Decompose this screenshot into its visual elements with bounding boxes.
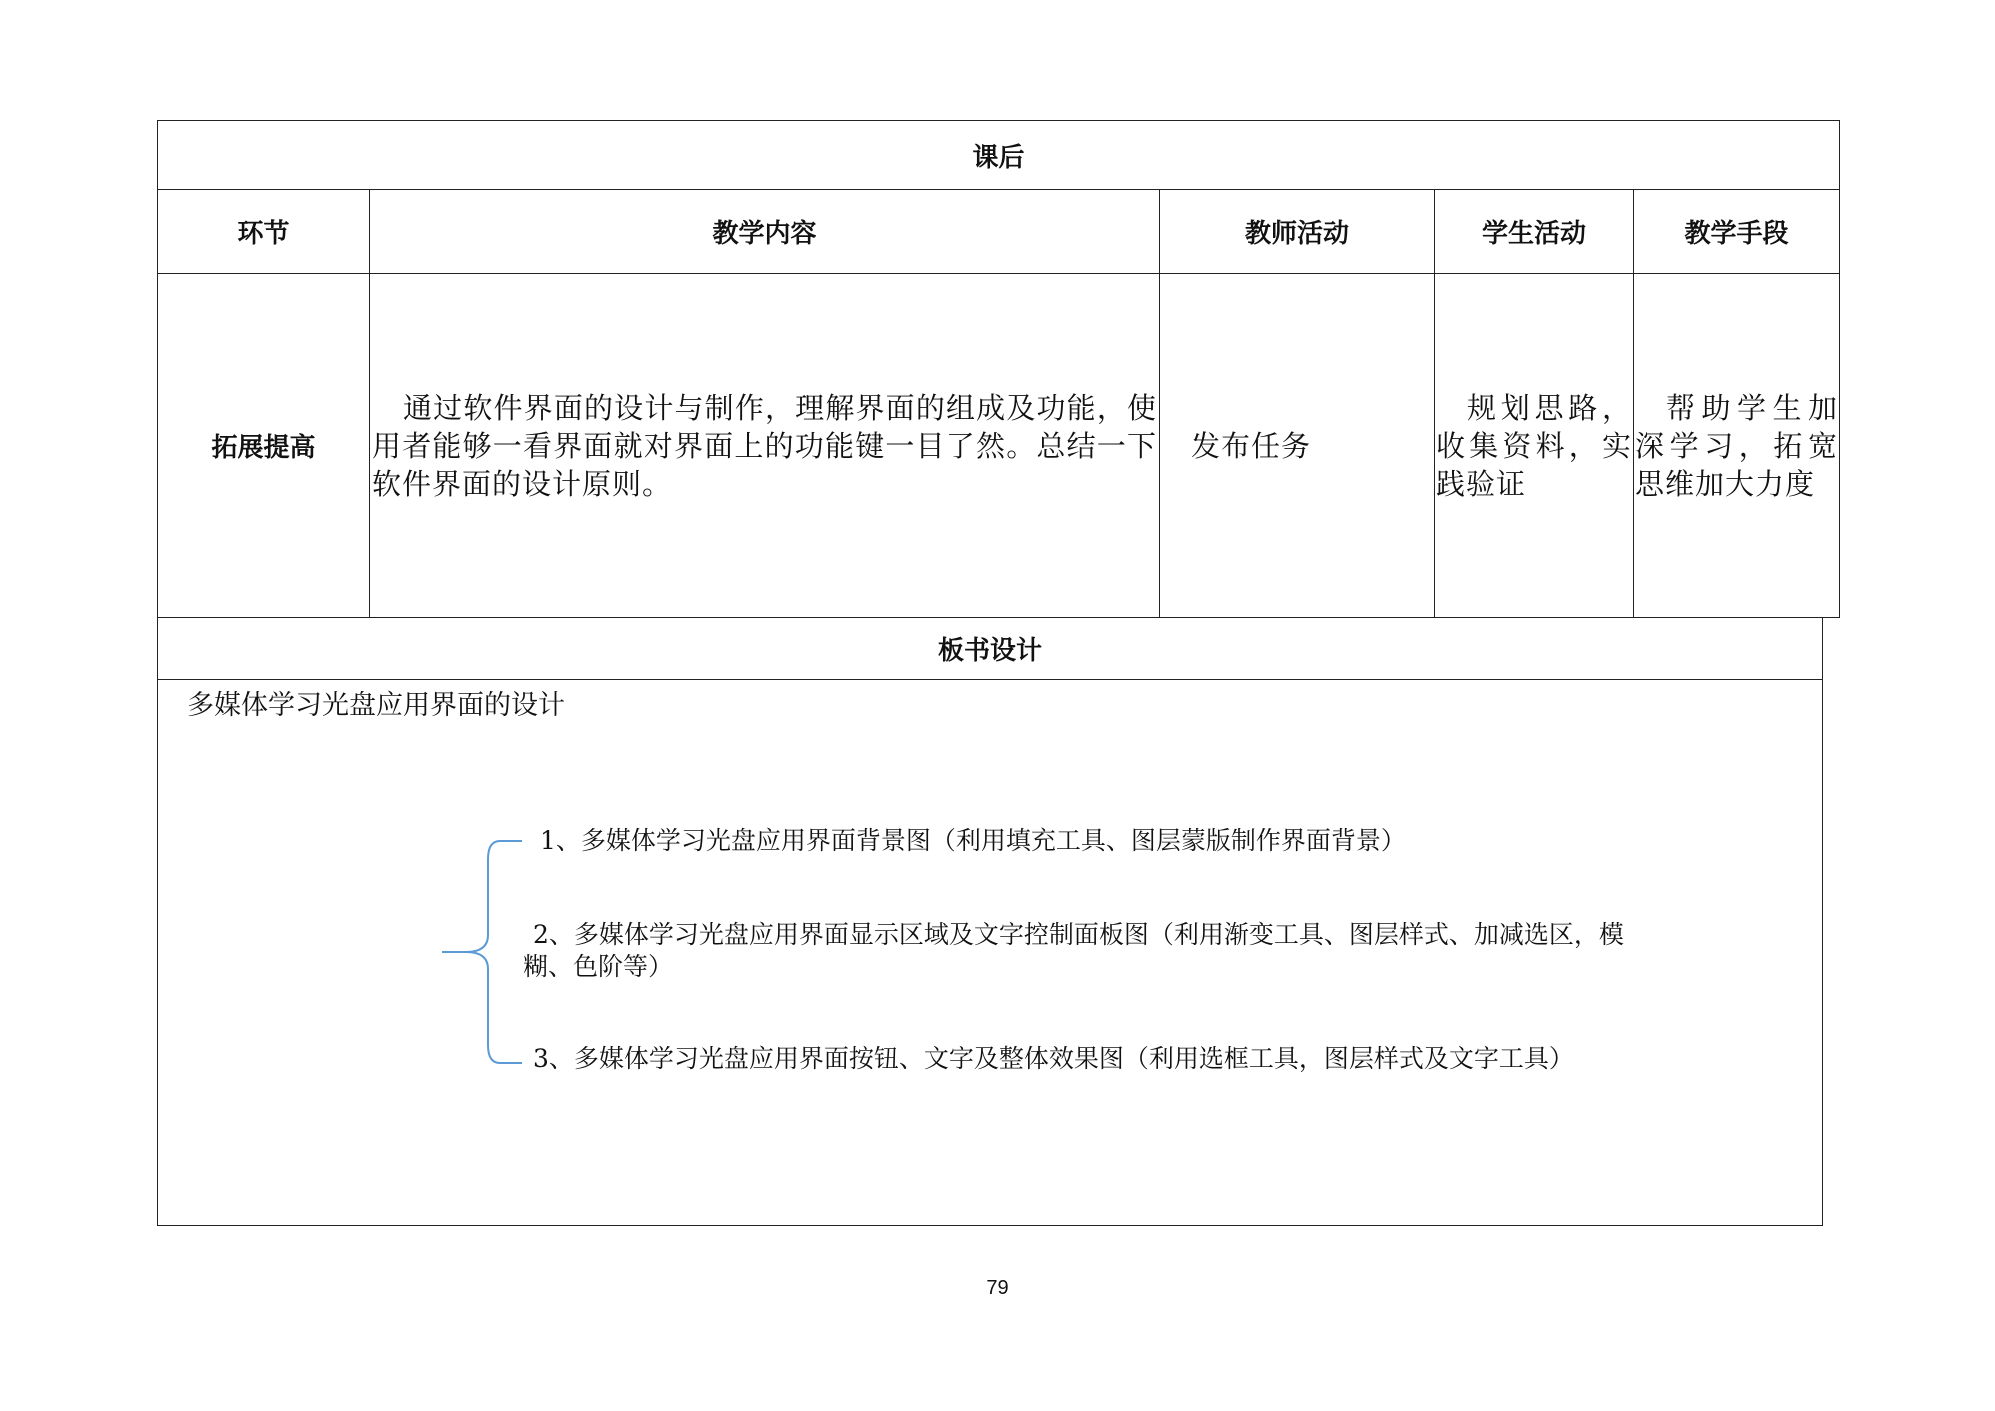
col-header-student: 学生活动 bbox=[1481, 219, 1586, 249]
board-header: 板书设计 bbox=[937, 636, 1042, 666]
col-header-teacher: 教师活动 bbox=[1244, 219, 1349, 249]
col-header-stage: 环节 bbox=[237, 219, 290, 249]
row-content: 通过软件界面的设计与制作，理解界面的组成及功能，使用者能够一看界面就对界面上的功能键一目了然。总结一下软件界面的设计原则。 bbox=[372, 391, 1157, 501]
board-item-2: 2、多媒体学习光盘应用界面显示区域及文字控制面板图（利用渐变工具、图层样式、加减选区，模糊、色阶等） bbox=[523, 920, 1624, 981]
col-header-means: 教学手段 bbox=[1684, 219, 1789, 249]
board-item-3: 3、多媒体学习光盘应用界面按钮、文字及整体效果图（利用选框工具，图层样式及文字工具） bbox=[533, 1044, 1574, 1073]
board-item-1: 1、多媒体学习光盘应用界面背景图（利用填充工具、图层蒙版制作界面背景） bbox=[540, 826, 1406, 855]
brace-icon bbox=[440, 835, 530, 1070]
row-means: 帮助学生加深学习，拓宽思维加大力度 bbox=[1635, 391, 1838, 501]
row-stage: 拓展提高 bbox=[211, 433, 316, 463]
board-header-divider bbox=[157, 679, 1823, 680]
table-right-border bbox=[1839, 120, 1840, 618]
board-title: 多媒体学习光盘应用界面的设计 bbox=[187, 690, 565, 721]
board-right-border bbox=[1822, 617, 1823, 1226]
board-bottom-border bbox=[157, 1225, 1823, 1226]
col-header-content: 教学内容 bbox=[712, 219, 817, 249]
page-number: 79 bbox=[986, 1277, 1009, 1299]
section-header: 课后 bbox=[972, 142, 1025, 173]
row-teacher: 发布任务 bbox=[1191, 429, 1312, 463]
row-student: 规划思路，收集资料，实践验证 bbox=[1436, 391, 1632, 501]
column-header-divider bbox=[157, 273, 1840, 274]
